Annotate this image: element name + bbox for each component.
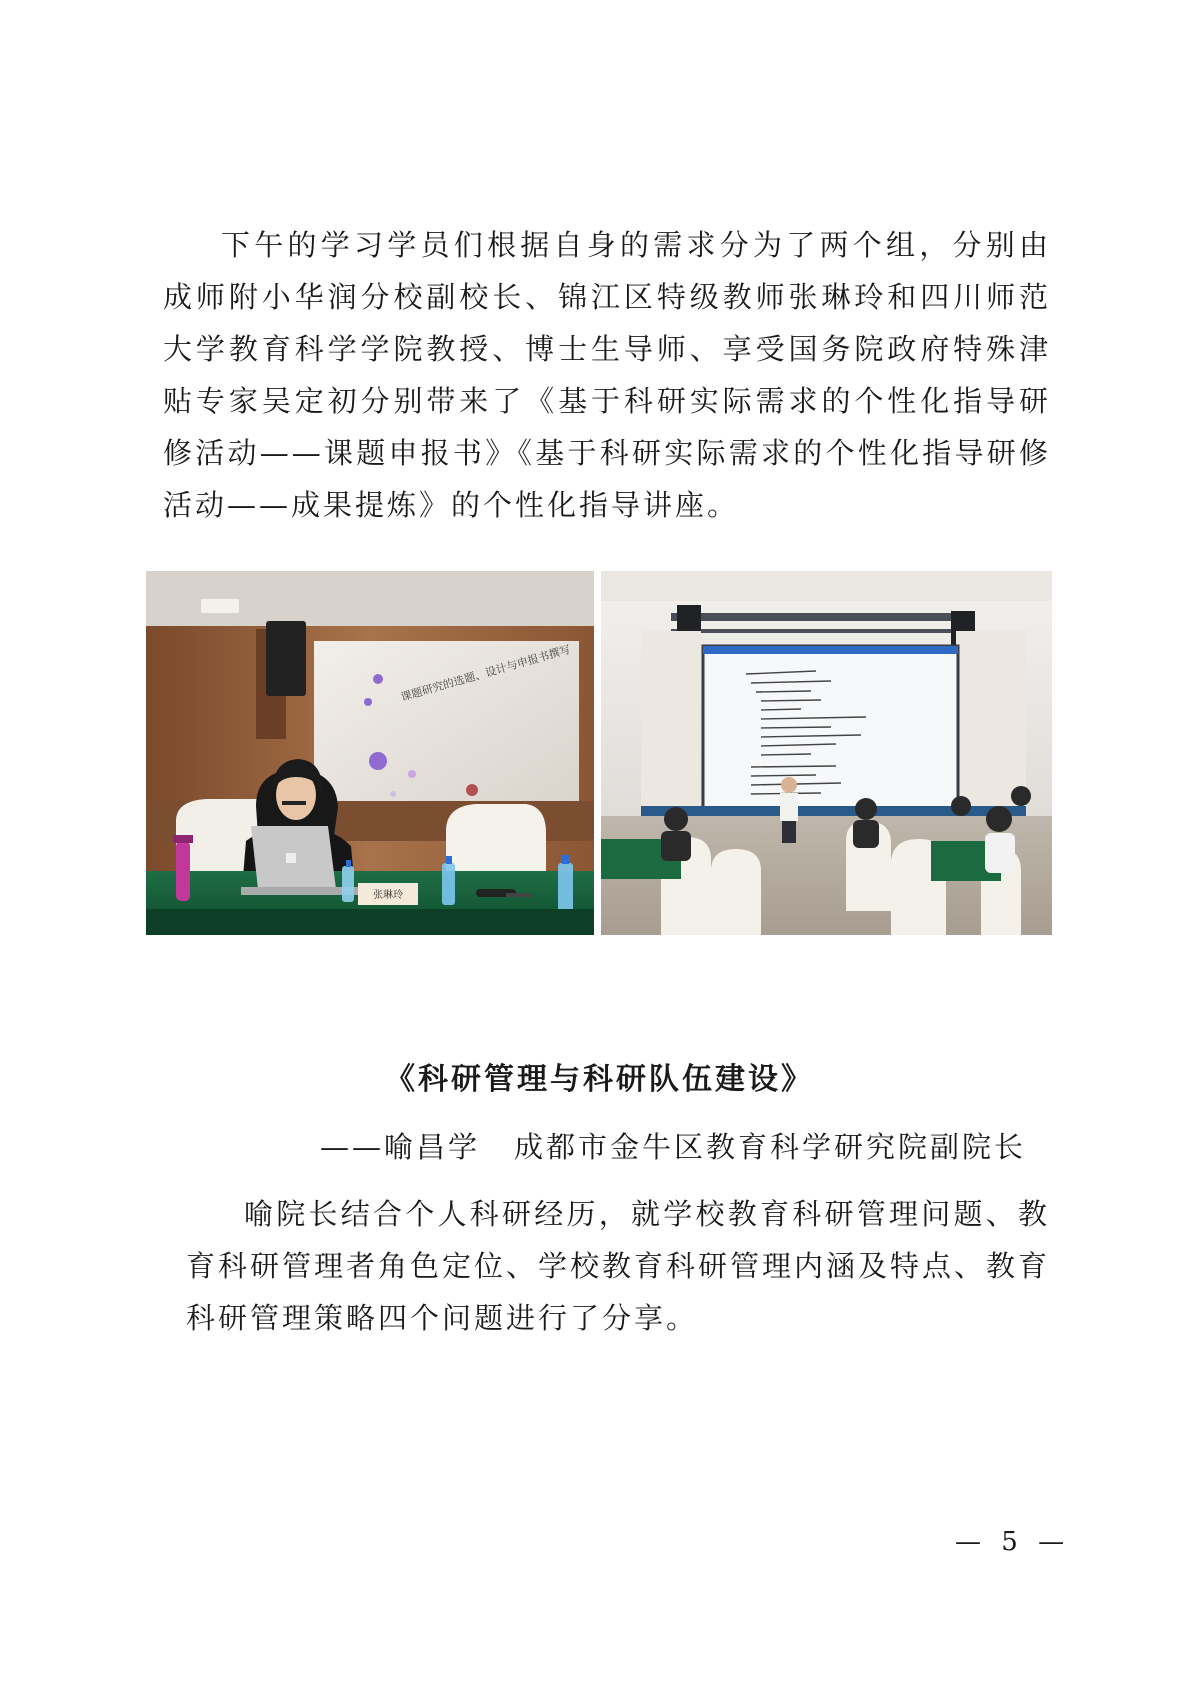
lecture-speaker: [320, 1125, 1026, 1166]
speaker-affiliation: 成都市金牛区教育科学研究院副院长: [514, 1130, 1027, 1164]
page-number: — 5 —: [955, 1527, 1071, 1557]
body-paragraph-yu-lecture: 喻院长结合个人科研经历，就学校教育科研管理问题、教育科研管理者角色定位、学校教育科研管理内涵及特点、教育科研管理策略四个问题进行了分享。: [186, 1197, 1051, 1335]
photo-speaker-presentation: [146, 571, 594, 935]
lecture-title: 《科研管理与科研队伍建设》: [385, 1062, 814, 1097]
body-paragraph-afternoon-sessions: 下午的学习学员们根据自身的需求分为了两个组，分别由成师附小华润分校副校长、锦江区特级教师张琳玲和四川师范大学教育科学学院教授、博士生导师、享受国务院政府特殊津贴专家吴定初分别带来了《基于科研实际需求的个性化指导研修活动——课题申报书》《基于科研实际需求的个性化指导研修活动——成果提炼》的个性化指导讲座。: [163, 228, 1051, 522]
name-card-text: 张琳玲: [373, 890, 403, 901]
slide-text: 课题研究的选题、设计与申报书撰写: [399, 642, 573, 704]
speaker-name: ——喻昌学: [320, 1130, 481, 1164]
photo-auditorium-lecture: [601, 571, 1052, 935]
